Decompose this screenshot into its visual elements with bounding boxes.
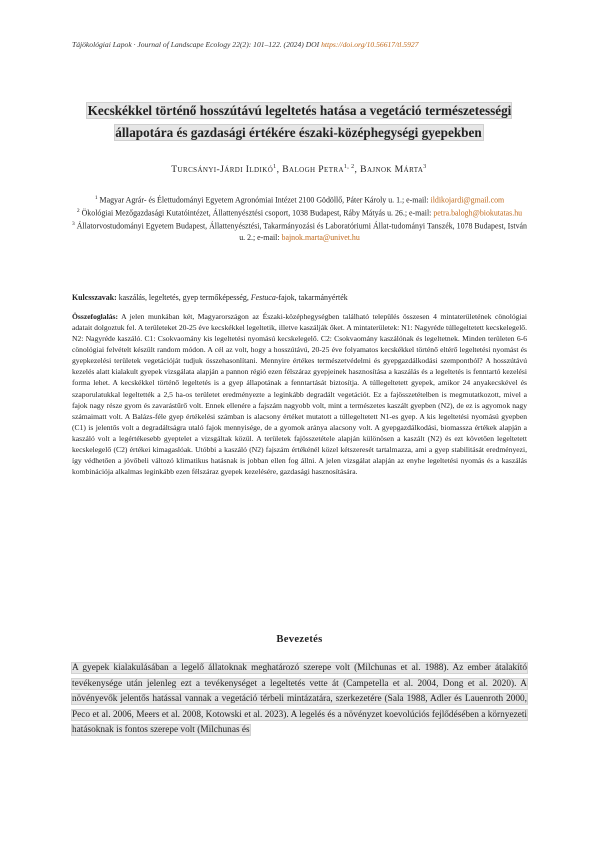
author-2: Balogh Petra [282,164,344,176]
journal-citation: Tájökológiai Lapok · Journal of Landscape Ecology 22(2): 101–122. (2024) DOI [72,40,320,49]
author-1: Turcsányi-Járdi Ildikó [171,164,274,176]
paper-title [64,100,534,144]
abstract [72,311,527,477]
section-body [72,661,527,739]
body-paragraph: A gyepek kialakulásában a legelő állatoknak meghatározó szerepe volt (Milchunas et al. 1988). Az ember átalakító tevékenysége után jelenleg ezt a tevékenységet a legeltetés vette át (Campetella et al. 2004, Dong et al. 2020). A növényevők jelentős hatással vannak a vegetáció térbeli mintázatára, szerkezetére (Sala 1988, Adler és Lauenroth 2000, Peco et al. 2006, Meers et al. 2008, Kotowski et al. 2023). A legelés és a növényzet koevolúciós fejlődésében a környezeti hatásoknak is fontos szerepe volt (Milchunas és [72,663,527,735]
affiliation-1: $^1$ Magyar Agrár- és Élettudományi Egyetem Agronómiai Intézet 2100 Gödöllő, Páter Károly u. 1.; e-mail: ildikojardi@gmail.com [94,195,505,205]
author-3-affil: 3 [423,164,427,170]
affiliation-3: $^3$ Állatorvostudományi Egyetem Budapest, Állattenyésztési, Takarmányozási és Laboratóriumi Állat-tudományi Tanszék, 1078 Budapest, István u. 2.; e-mail: bajnok.marta@univet.hu [72,221,527,243]
affiliations [72,193,527,244]
journal-header [72,40,532,49]
author-1-affil: 1 [273,164,277,170]
affiliation-2: $^2$ Ökológiai Mezőgazdasági Kutatóintézet, Állattenyésztési csoport, 1038 Budapest, Ráby Mátyás u. 26.; e-mail: petra.balogh@biokutatas.hu [76,208,523,218]
paper-title-text: Kecskékkel történő hosszútávú legeltetés hatása a vegetáció természetességi állapotára és gazdasági értékére északi-középhegységi gyepekben [87,103,512,140]
author-2-affil: 1, 2 [343,164,355,170]
section-heading: Bevezetés [276,634,323,645]
abstract-label: Összefoglalás: [72,312,118,321]
doi-link[interactable]: https://doi.org/10.56617/tl.5927 [321,40,419,49]
abstract-text: A jelen munkában két, Magyarországon az Északi-középhegységben található település összesen 4 mintaterületének cönológiai adatait dolgoztuk fel. A területeket 20-25 éve kecskékkel legeltetik, illetve kaszálják őket. A mintaterületek: N1: Nagyréde túllegeltetett kecskelegelő. N2: Nagyréde kaszáló. C1: Csokvaomány kis legeltetési nyomású kecskelegelő. C2: Csokvaomány kaszálónak és legeltetnek. Minden területen 6-6 cönológiai felvételt készült random módon. A cél az volt, hogy a hosszútávú, 20-25 éve folyamatos kecskékkel történő eltérő legeltetési nyomást és gyepkezelési területek vegetációját tudjuk összehasonlítani. Mennyire értékes természetvédelmi és gyepgazdálkodási szempontból? A hosszútávú kezelés alatt kialakult gyepek vizsgálata alapján a pannon régió ezen félszáraz gyepjeinek hasznosítása a kaszálás és a legeltetés is fenntartó kezelési forma lehet. A kecskékkel történő legeltetés is a gyep állapotának a fenntartását biztosítja. A túllegeltetett gyepek, amikor 24 anyakecskével és szaporulatukkal legeltették a 2,5 ha-os területet eredményezte a leginkább degradált vegetációt. Ez a fajösszetételben is megmutatkozott, mivel a fajok nagy része gyom és zavarástűrő volt. Ennek ellenére a fajszám nagyobb volt, mint a természetes kaszált gyepben (N2), de ez is agyomok nagy számaimatt volt. A Balázs-féle gyep értékelési számban is alacsony értéket mutatott a túllegeltetett N1-es gyep. A kis legeltetési nyomású gyepben (C1) is jelentős volt a degradáltságra utaló fajok mennyisége, de a gyomok aránya alacsony volt. A gyepgazdálkodási, biomassza értékek alapján a kaszáló volt a legértékesebb gyeptelet a vizsgáltak közül. A területek fajösszetétele alapján különösen a kaszált (N2) és ezt követően legeltetett kecskelegelő (C2) értékei kimagaslóak. Utóbbi a kaszáló (N2) fajszám értékénél közel kétszeresét tartalmazza, ami a gyep stabilitását eredményezi, így védhetően a jövőbeli változó klimatikus hatásnak is jobban ellen fog állni. A jelen vizsgálat alapján az enyhe legeltetési nyomás és a kaszálás kombinációja alkalmas leginkább ezen félszáraz gyepek kezelésére, gazdasági hasznosítására. [72,312,528,477]
email-link[interactable]: petra.balogh@biokutatas.hu [433,208,523,218]
keywords: Kulcsszavak: kaszálás, legeltetés, gyep termőképesség, Festuca-fajok, takarmányérték [72,293,348,302]
author-list: Turcsányi-Járdi Ildikó$^1$, Balogh Petra$^{1, 2}$, Bajnok Márta$^3$ [171,164,427,176]
author-3: Bajnok Márta [360,164,424,176]
email-link[interactable]: ildikojardi@gmail.com [430,195,505,205]
keywords-label: Kulcsszavak: [72,293,117,302]
email-link[interactable]: bajnok.marta@univet.hu [281,233,360,243]
